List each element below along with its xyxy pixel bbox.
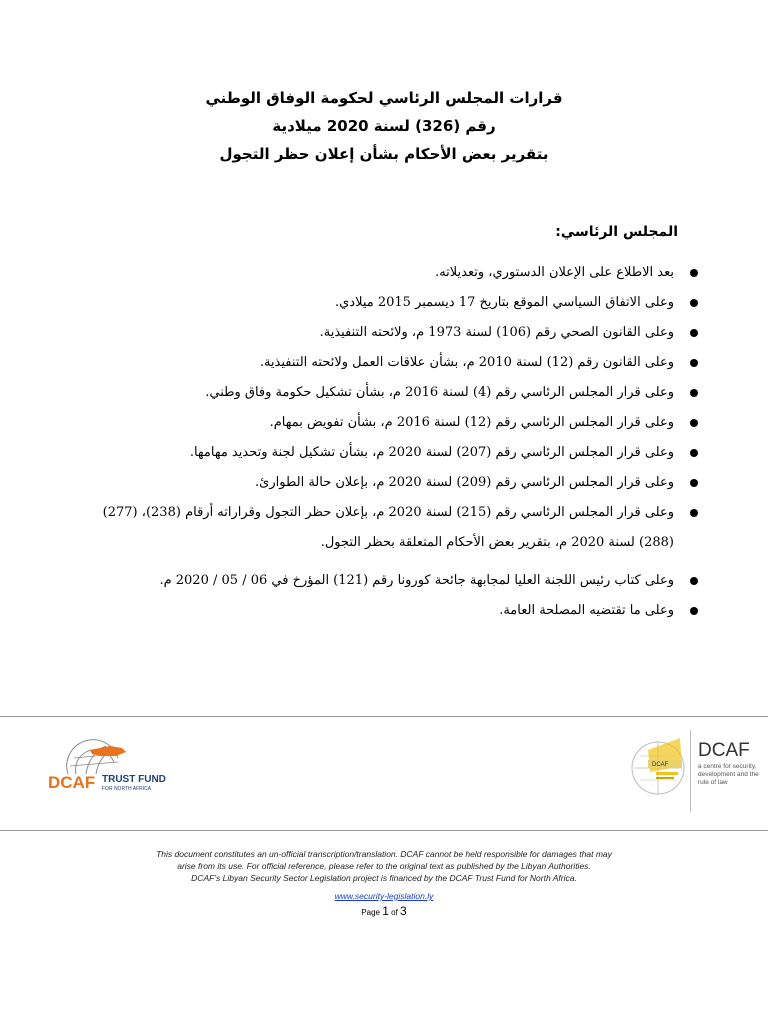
bullet-icon	[690, 577, 698, 585]
list-item: وعلى قرار المجلس الرئاسي رقم (207) لسنة 2020 م، بشأن تشكيل لجنة وتحديد مهامها.	[58, 442, 698, 464]
bullet-icon	[690, 419, 698, 427]
header-subject: بتقرير بعض الأحكام بشأن إعلان حظر التجول	[219, 145, 549, 163]
seal-text: DCAF	[652, 762, 669, 768]
page-current: 1	[382, 904, 389, 918]
bullet-icon	[690, 359, 698, 367]
website-link[interactable]: www.security-legislation.ly	[334, 891, 434, 901]
header-decision-number: رقم (326) لسنة 2020 ميلادية	[272, 117, 496, 135]
globe-icon	[67, 740, 126, 774]
dcaf-trust-fund-logo	[46, 736, 186, 796]
logo-left-main: DCAF	[48, 773, 96, 792]
disclaimer-line-1: This document constitutes an un-official transcription/translation. DCAF cannot be held responsible for damages that may	[156, 849, 612, 859]
list-item: بعد الاطلاع على الإعلان الدستوري، وتعديلاته.	[58, 262, 698, 284]
logo-left-trust: TRUST FUND	[102, 774, 166, 785]
bullet-icon	[690, 269, 698, 277]
bullet-icon	[690, 389, 698, 397]
list-item: وعلى ما تقتضيه المصلحة العامة.	[58, 600, 698, 622]
logo-right-tagline: a centre for security, development and the rule of law	[698, 763, 759, 786]
disclaimer-line-2: arise from its use. For official reference, please refer to the original text as published by the Libyan Authorities.	[177, 861, 591, 871]
page-total: 3	[400, 904, 407, 918]
bullet-icon	[690, 449, 698, 457]
list-item: وعلى الاتفاق السياسي الموقع بتاريخ 17 ديسمبر 2015 ميلادي.	[58, 292, 698, 314]
document-header	[0, 84, 768, 168]
bullet-icon	[690, 329, 698, 337]
list-item-continuation: (288) لسنة 2020 م، بتقرير بعض الأحكام المتعلقة بحظر التجول.	[320, 535, 674, 550]
list-item: وعلى قرار المجلس الرئاسي رقم (209) لسنة 2020 م، بإعلان حالة الطوارئ.	[58, 472, 698, 494]
page-prefix: Page	[361, 908, 380, 917]
list-item: وعلى قرار المجلس الرئاسي رقم (215) لسنة 2020 م، بإعلان حظر التجول وقراراته أرقام (238)، (277)	[58, 502, 698, 524]
list-item: وعلى قرار المجلس الرئاسي رقم (12) لسنة 2016 م، بشأن تفويض بمهام.	[58, 412, 698, 434]
logo-divider	[690, 730, 691, 812]
bullet-icon	[690, 299, 698, 307]
header-title: قرارات المجلس الرئاسي لحكومة الوفاق الوطني	[205, 89, 563, 107]
logo-right-name: DCAF	[698, 740, 750, 761]
preamble-list	[58, 262, 698, 630]
footer-top-rule	[0, 716, 768, 717]
bullet-icon	[690, 607, 698, 615]
page-number	[0, 904, 768, 918]
bullet-icon	[690, 479, 698, 487]
list-item: وعلى القانون رقم (12) لسنة 2010 م، بشأن علاقات العمل ولائحته التنفيذية.	[58, 352, 698, 374]
logo-left-sub: FOR NORTH AFRICA	[102, 786, 152, 792]
disclaimer	[0, 848, 768, 902]
disclaimer-line-3: DCAF’s Libyan Security Sector Legislation project is financed by the DCAF Trust Fund for North Africa.	[191, 873, 577, 883]
list-item: وعلى القانون الصحي رقم (106) لسنة 1973 م، ولائحته التنفيذية.	[58, 322, 698, 344]
bullet-icon	[690, 509, 698, 517]
council-label: المجلس الرئاسي:	[555, 224, 678, 240]
page-of: of	[391, 908, 398, 917]
list-item: وعلى قرار المجلس الرئاسي رقم (4) لسنة 2016 م، بشأن تشكيل حكومة وفاق وطني.	[58, 382, 698, 404]
list-item: وعلى كتاب رئيس اللجنة العليا لمجابهة جائحة كورونا رقم (121) المؤرخ في 06 / 05 / 2020 م.	[58, 570, 698, 592]
footer-bottom-rule	[0, 830, 768, 831]
